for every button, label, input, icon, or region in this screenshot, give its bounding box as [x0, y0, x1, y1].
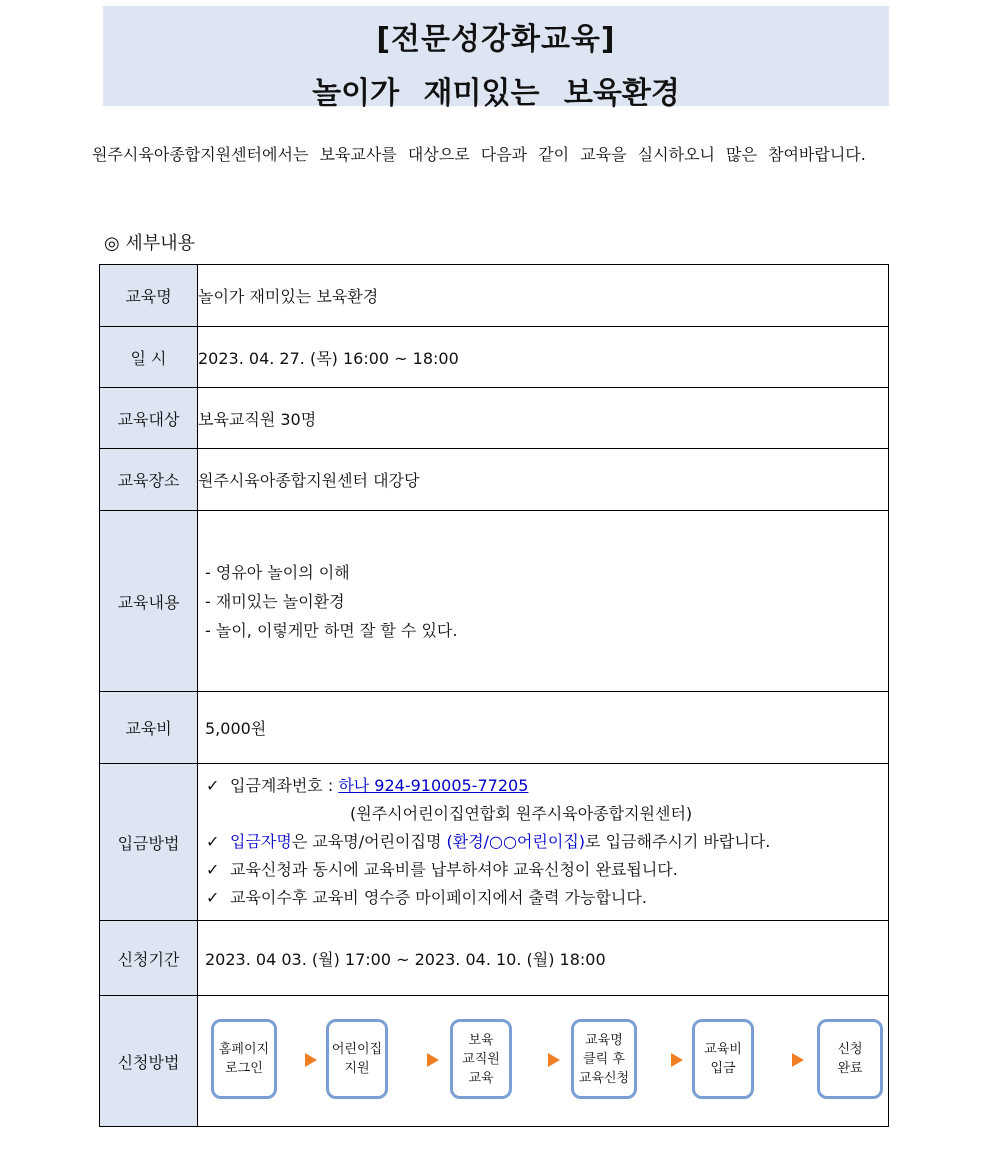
arrow-right-icon [548, 1053, 560, 1067]
step-text: 보육 [468, 1032, 494, 1048]
table-row [100, 327, 889, 388]
title-banner [103, 6, 889, 111]
row-label-method: 신청방법 [100, 996, 198, 1127]
row-label-payment: 입금방법 [100, 764, 198, 921]
step-box [817, 1019, 883, 1099]
row-value-method [198, 996, 889, 1127]
step-text: 입금 [710, 1061, 736, 1076]
depositor-example: (환경/○○어린이집) [446, 832, 586, 851]
depositor-end: 로 입금해주시기 바랍니다. [585, 832, 771, 851]
table-row [100, 449, 889, 511]
table-row [100, 692, 889, 764]
step-box [571, 1019, 637, 1099]
section-heading: ◎ 세부내용 [104, 233, 195, 254]
step-text: 신청 [837, 1042, 863, 1057]
detail-table [99, 264, 889, 1127]
content-item: - 재미있는 놀이환경 [205, 591, 345, 611]
checkmark-icon: ✓ [206, 832, 220, 851]
table-row [100, 511, 889, 692]
checkmark-icon: ✓ [206, 888, 220, 907]
payment-note-4: 교육이수후 교육비 영수증 마이페이지에서 출력 가능합니다. [230, 888, 647, 907]
account-holder: (원주시어린이집연합회 원주시육아종합지원센터) [350, 804, 693, 823]
depositor-label: 입금자명 [230, 832, 292, 851]
depositor-mid: 은 교육명/어린이집명 [291, 832, 447, 851]
step-text: 교육명 [585, 1032, 623, 1048]
intro-paragraph: 원주시육아종합지원센터에서는 보육교사를 대상으로 다음과 같이 교육을 실시하오니 많은 참여바랍니다. [92, 145, 866, 164]
arrow-right-icon [671, 1053, 683, 1067]
payment-line-3 [198, 856, 888, 884]
row-label-place: 교육장소 [100, 449, 198, 511]
step-text: 교육 [468, 1070, 494, 1086]
table-row [100, 764, 889, 921]
step-text: 완료 [837, 1061, 863, 1076]
row-label-date: 일 시 [100, 327, 198, 388]
step-text: 홈페이지 [218, 1042, 270, 1057]
arrow-right-icon [427, 1053, 439, 1067]
arrow-right-icon [305, 1053, 317, 1067]
checkmark-icon: ✓ [206, 776, 220, 795]
step-text: 교육비 [704, 1042, 742, 1057]
row-label-name: 교육명 [100, 265, 198, 327]
row-value-payment [198, 764, 889, 921]
row-value-content [198, 511, 889, 692]
table-row [100, 996, 889, 1127]
row-value-date: 2023. 04. 27. (목) 16:00 ~ 18:00 [198, 327, 889, 388]
page-title-line1: [전문성강화교육] [376, 22, 616, 57]
payment-note-3: 교육신청과 동시에 교육비를 납부하셔야 교육신청이 완료됩니다. [230, 860, 678, 879]
payment-line-account [198, 772, 888, 800]
row-value-name: 놀이가 재미있는 보육환경 [198, 265, 889, 327]
row-label-content: 교육내용 [100, 511, 198, 692]
step-text: 교육신청 [578, 1070, 630, 1086]
checkmark-icon: ✓ [206, 860, 220, 879]
row-value-target: 보육교직원 30명 [198, 388, 889, 449]
row-value-place: 원주시육아종합지원센터 대강당 [198, 449, 889, 511]
step-box [692, 1019, 754, 1099]
row-value-fee: 5,000원 [198, 692, 889, 764]
step-text: 어린이집 [331, 1042, 383, 1057]
application-flow [198, 996, 888, 1126]
payment-line-4 [198, 884, 888, 912]
step-box [211, 1019, 277, 1099]
step-box [450, 1019, 512, 1099]
step-text: 로그인 [225, 1061, 263, 1076]
arrow-right-icon [792, 1053, 804, 1067]
row-label-period: 신청기간 [100, 921, 198, 996]
table-row [100, 388, 889, 449]
row-label-fee: 교육비 [100, 692, 198, 764]
row-label-target: 교육대상 [100, 388, 198, 449]
table-row [100, 265, 889, 327]
step-text: 클릭 후 [583, 1051, 625, 1067]
page-title-line2: 놀이가 재미있는 보육환경 [312, 76, 680, 111]
step-text: 교직원 [462, 1051, 500, 1067]
content-item: - 놀이, 이렇게만 하면 잘 할 수 있다. [205, 620, 458, 640]
content-item: - 영유아 놀이의 이해 [205, 562, 350, 582]
payment-line-depositor [198, 828, 888, 856]
bank-account-link[interactable]: 하나 924-910005-77205 [338, 776, 529, 795]
row-value-period: 2023. 04 03. (월) 17:00 ~ 2023. 04. 10. (월) 18:00 [198, 921, 889, 996]
step-box [326, 1019, 388, 1099]
table-row [100, 921, 889, 996]
account-prefix: 입금계좌번호 : [230, 776, 339, 795]
step-text: 지원 [344, 1061, 370, 1076]
